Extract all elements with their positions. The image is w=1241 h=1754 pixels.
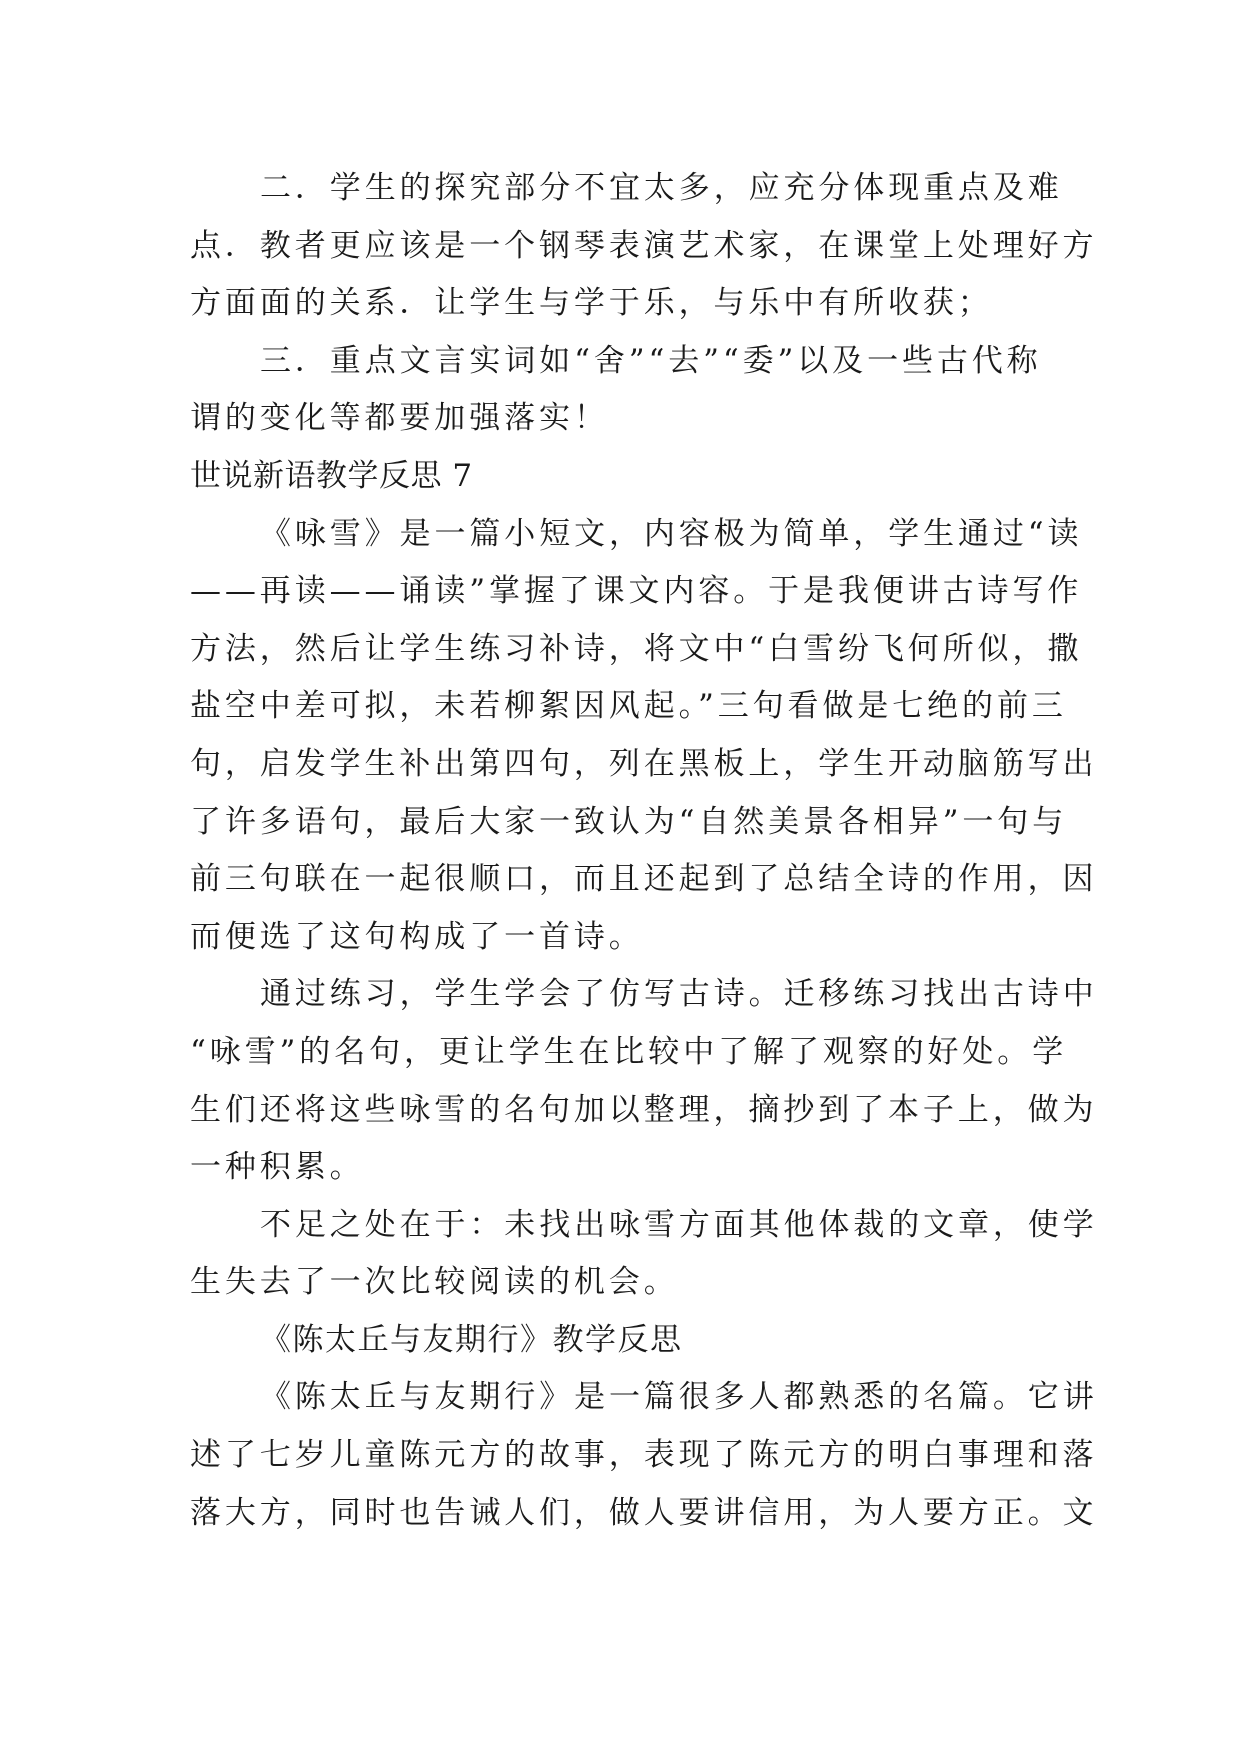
- text-line: ——再读——诵读”掌握了课文内容。于是我便讲古诗写作: [190, 573, 1083, 610]
- text-line: 《咏雪》是一篇小短文，内容极为简单，学生通过“读: [260, 515, 1083, 552]
- text-line: 了许多语句，最后大家一致认为“自然美景各相异”一句与: [190, 803, 1068, 840]
- paragraph-shortcomings: [190, 1197, 1098, 1312]
- text-line: 点．教者更应该是一个钢琴表演艺术家，在课堂上处理好方: [190, 227, 1098, 264]
- text-line: 生失去了一次比较阅读的机会。: [190, 1264, 679, 1301]
- text-line: 方面面的关系．让学生与学于乐，与乐中有所收获；: [190, 285, 993, 322]
- text-line: 句，启发学生补出第四句，列在黑板上，学生开动脑筋写出: [190, 745, 1098, 782]
- text-line: 二．学生的探究部分不宜太多，应充分体现重点及难: [260, 170, 1063, 206]
- text-line: 不足之处在于：未找出咏雪方面其他体裁的文章，使学: [260, 1206, 1098, 1243]
- text-line: 前三句联在一起很顺口，而且还起到了总结全诗的作用，因: [190, 861, 1098, 898]
- paragraph-3: [190, 333, 1050, 448]
- paragraph-practice: [190, 966, 1098, 1196]
- text-line: 谓的变化等都要加强落实！: [190, 400, 609, 437]
- text-line: 通过练习，学生学会了仿写古诗。迁移练习找出古诗中: [260, 976, 1098, 1013]
- text-line: 盐空中差可拟，未若柳絮因风起。”三句看做是七绝的前三: [190, 688, 1067, 725]
- text-line: 方法，然后让学生练习补诗，将文中“白雪纷飞何所似，撒: [190, 630, 1083, 667]
- text-line: 《陈太丘与友期行》是一篇很多人都熟悉的名篇。它讲: [260, 1379, 1098, 1416]
- text-line: “咏雪”的名句，更让学生在比较中了解了观察的好处。学: [190, 1033, 1068, 1070]
- section-heading: 世说新语教学反思 7: [190, 457, 473, 494]
- text-line: 而便选了这句构成了一首诗。: [190, 918, 644, 955]
- paragraph-chentaiqiu: [190, 1369, 1098, 1542]
- text-line: 三．重点文言实词如“舍”“去”“委”以及一些古代称: [260, 342, 1042, 379]
- document-body: [190, 160, 1098, 1542]
- subsection-heading: 《陈太丘与友期行》教学反思: [260, 1321, 683, 1358]
- text-line: 落大方，同时也告诫人们，做人要讲信用，为人要方正。文: [190, 1494, 1098, 1531]
- text-line: 一种积累。: [190, 1149, 365, 1186]
- text-line: 生们还将这些咏雪的名句加以整理，摘抄到了本子上，做为: [190, 1091, 1098, 1128]
- text-line: 述了七岁儿童陈元方的故事，表现了陈元方的明白事理和落: [190, 1437, 1098, 1474]
- paragraph-yongxue-intro: [190, 506, 1098, 967]
- paragraph-2: [190, 160, 1098, 333]
